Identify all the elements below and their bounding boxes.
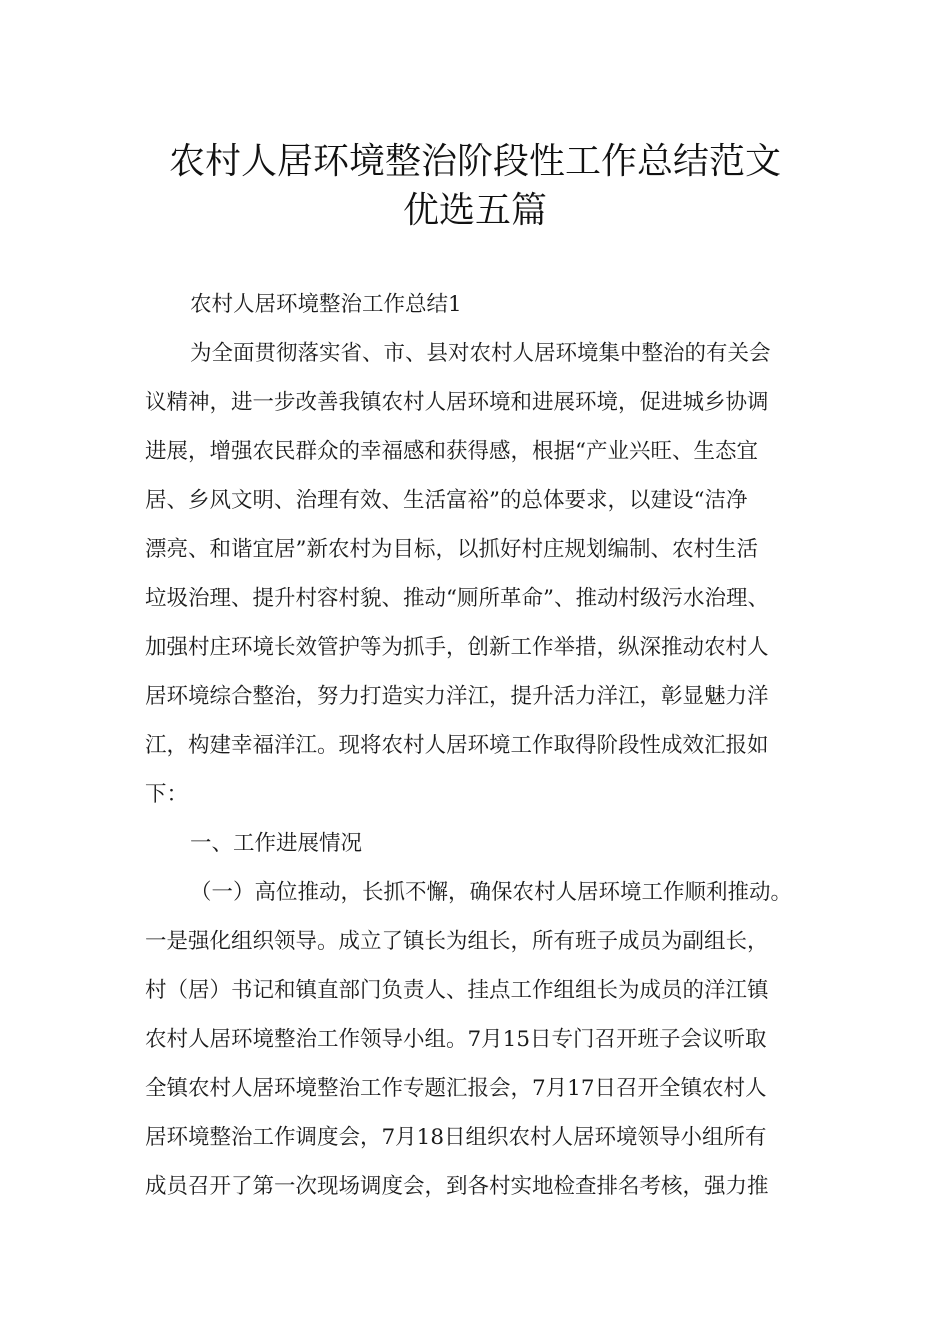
subsection-heading: （一）高位推动，长抓不懈，确保农村人居环境工作顺利推动。 [190,880,793,905]
paragraph-line: 居环境综合整治，努力打造实力洋江，提升活力洋江，彰显魅力洋 [145,684,769,709]
paragraph-line: 居、乡风文明、治理有效、生活富裕”的总体要求，以建设“洁净 [145,488,748,513]
paragraph-line: 农村人居环境整治工作领导小组。7月15日专门召开班子会议听取 [145,1027,767,1052]
paragraph-line: 垃圾治理、提升村容村貌、推动“厕所革命”、推动村级污水治理、 [145,586,769,611]
paragraph-line: 进展，增强农民群众的幸福感和获得感，根据“产业兴旺、生态宜 [145,439,758,464]
paragraph-line: 一是强化组织领导。成立了镇长为组长，所有班子成员为副组长， [145,929,769,954]
section-heading: 农村人居环境整治工作总结1 [190,292,462,317]
document-title-line-2: 优选五篇 [402,190,547,231]
paragraph-line: 为全面贯彻落实省、市、县对农村人居环境集中整治的有关会 [190,341,771,366]
paragraph-line: 议精神，进一步改善我镇农村人居环境和进展环境，促进城乡协调 [145,390,769,415]
paragraph-line: 下： [145,782,189,807]
paragraph-line: 居环境整治工作调度会，7月18日组织农村人居环境领导小组所有 [145,1125,767,1150]
document-title-line-1: 农村人居环境整治阶段性工作总结范文 [168,141,781,182]
document-body [145,280,825,1211]
section-heading: 一、工作进展情况 [190,831,363,856]
paragraph-line: 漂亮、和谐宜居”新农村为目标，以抓好村庄规划编制、农村生活 [145,537,758,562]
paragraph-line: 江，构建幸福洋江。现将农村人居环境工作取得阶段性成效汇报如 [145,733,769,758]
paragraph-line: 村（居）书记和镇直部门负责人、挂点工作组组长为成员的洋江镇 [145,978,769,1003]
paragraph-line: 全镇农村人居环境整治工作专题汇报会，7月17日召开全镇农村人 [145,1076,767,1101]
paragraph-line: 加强村庄环境长效管护等为抓手，创新工作举措，纵深推动农村人 [145,635,769,660]
paragraph-line: 成员召开了第一次现场调度会，到各村实地检查排名考核，强力推 [145,1174,769,1199]
